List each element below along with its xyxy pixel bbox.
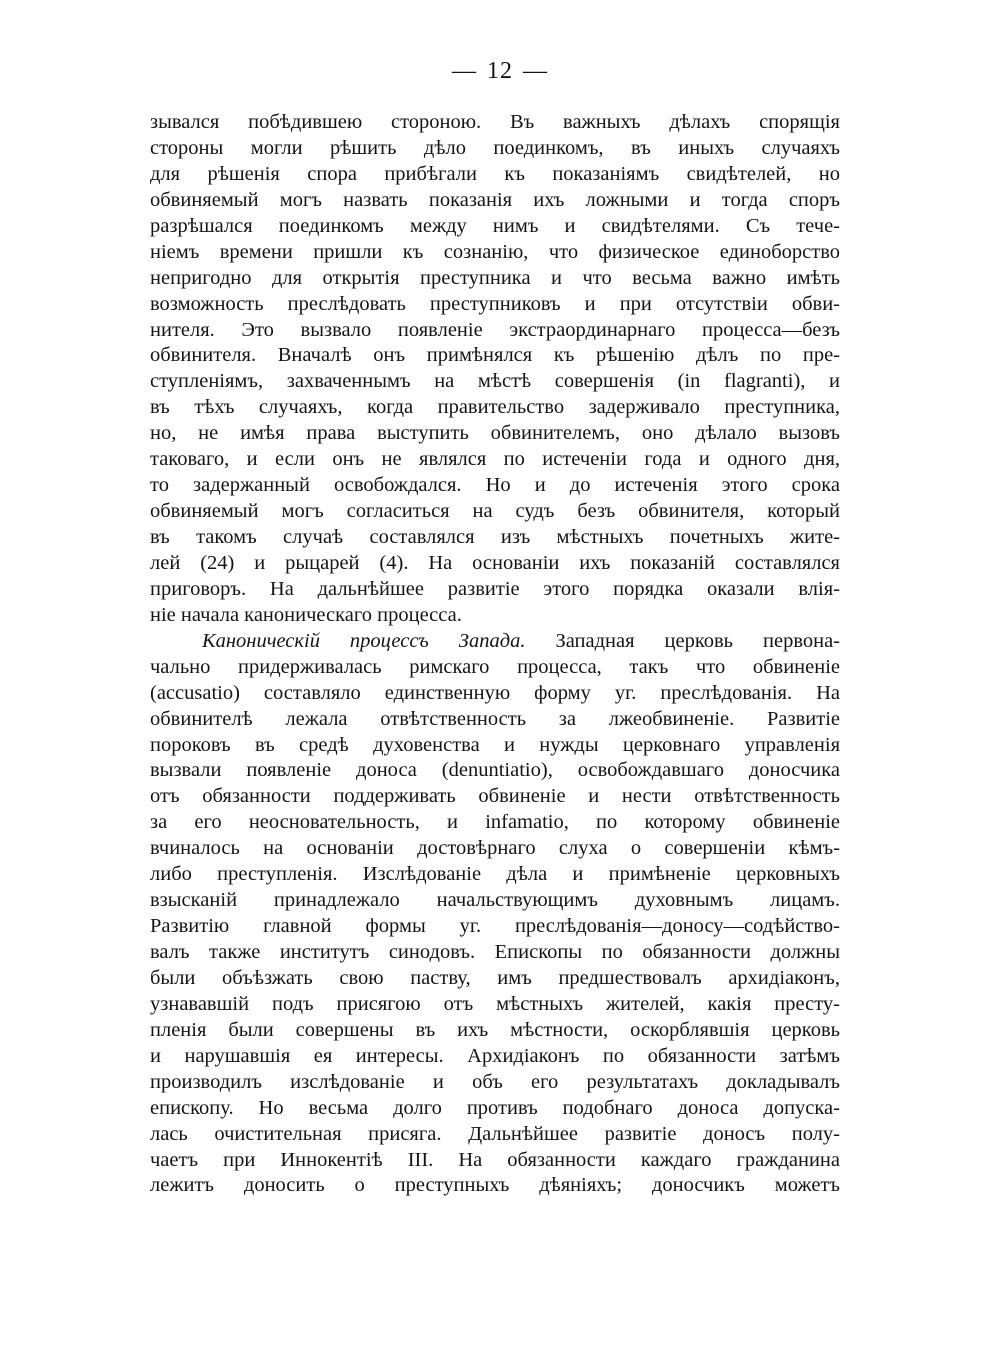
text-line: были объѣзжать свою паству, имъ предшествовалъ архидіаконъ, <box>150 966 840 989</box>
text-line: ступленіямъ, захваченнымъ на мѣстѣ совершенія (in flagranti), и <box>150 370 840 393</box>
page-number: 12 <box>487 58 513 84</box>
text-line: таковаго, и если онъ не являлся по истеченіи года и одного дня, <box>150 448 840 471</box>
text-line: въ такомъ случаѣ составлялся изъ мѣстныхъ почетныхъ жите- <box>150 526 840 548</box>
text-line: но, не имѣя права выступить обвинителемъ, оно дѣлало вызовъ <box>150 422 840 445</box>
paragraph-1 <box>150 110 840 629</box>
text-line: ніемъ времени пришли къ сознанію, что физическое единоборство <box>150 240 840 263</box>
header-dash-left: — <box>452 58 477 84</box>
text-line: епископу. Но весьма долго противъ подобнаго доноса допуска- <box>150 1096 840 1119</box>
body-text <box>150 110 840 1199</box>
text-line: пленія были совершены въ ихъ мѣстности, оскорблявшія церковь <box>150 1018 840 1041</box>
text-line: стороны могли рѣшить дѣло поединкомъ, въ иныхъ случаяхъ <box>150 136 840 159</box>
text-line: взысканій принадлежало начальствующимъ духовнымъ лицамъ. <box>150 889 840 912</box>
text-line: валъ также институтъ синодовъ. Епископы по обязанности должны <box>150 941 840 963</box>
section-heading: Каноническій процессъ Запада. <box>202 629 526 652</box>
text-fragment: Западная церковь первона- <box>555 629 840 652</box>
text-line: пороковъ въ средѣ духовенства и нужды церковнаго управленія <box>150 733 840 756</box>
text-line: обвиняемый могъ согласиться на судъ безъ обвинителя, который <box>150 500 840 523</box>
text-line: производилъ изслѣдованіе и объ его результатахъ докладывалъ <box>150 1070 840 1093</box>
text-line: возможность преслѣдовать преступниковъ и при отсутствіи обви- <box>150 292 840 315</box>
header-dash-right: — <box>523 58 548 84</box>
text-line: лей (24) и рыцарей (4). На основаніи ихъ показаній составлялся <box>150 551 840 574</box>
text-line: (accusatio) составляло единственную форму уг. преслѣдованія. На <box>150 681 840 704</box>
text-line: узнававшій подъ присягою отъ мѣстныхъ жителей, какія престу- <box>150 992 840 1015</box>
text-line: ніе начала каноническаго процесса. <box>150 603 462 626</box>
text-line: либо преступленія. Изслѣдованіе дѣла и примѣненіе церковныхъ <box>150 863 840 886</box>
text-line: непригодно для открытія преступника и что весьма важно имѣть <box>150 266 840 289</box>
text-line: за его неосновательность, и infamatio, по которому обвиненіе <box>150 811 840 834</box>
text-line: для рѣшенія спора прибѣгали къ показаніямъ свидѣтелей, но <box>150 162 840 185</box>
text-line: разрѣшался поединкомъ между нимъ и свидѣтелями. Съ тече- <box>150 214 840 237</box>
text-line: и нарушавшія ея интересы. Архидіаконъ по обязанности затѣмъ <box>150 1044 840 1067</box>
text-line: то задержанный освобождался. Но и до истеченія этого срока <box>150 474 840 497</box>
text-line: вчиналось на основаніи достовѣрнаго слуха о совершеніи кѣмъ- <box>150 837 840 860</box>
text-line: Развитію главной формы уг. преслѣдованія—доносу—содѣйство- <box>150 915 840 938</box>
text-line: обвинителя. Вначалѣ онъ примѣнялся къ рѣшенію дѣлъ по пре- <box>150 344 840 367</box>
text-line: лежитъ доносить о преступныхъ дѣяніяхъ; доносчикъ можетъ <box>150 1174 840 1197</box>
section-first-line <box>150 629 840 655</box>
text-line: вызвали появленіе доноса (denuntiatio), освобождавшаго доносчика <box>150 759 840 782</box>
text-line: чаетъ при Иннокентіѣ III. На обязанности каждаго гражданина <box>150 1148 840 1171</box>
text-line: нителя. Это вызвало появленіе экстраординарнаго процесса—безъ <box>150 318 840 341</box>
text-line: отъ обязанности поддерживать обвиненіе и нести отвѣтственность <box>150 785 840 808</box>
page-number-header <box>0 58 1000 85</box>
text-line: обвинителѣ лежала отвѣтственность за лжеобвиненіе. Развитіе <box>150 707 840 730</box>
text-line: зывался побѣдившею стороною. Въ важныхъ дѣлахъ спорящія <box>150 111 840 133</box>
paragraph-2 <box>150 629 840 1200</box>
text-line: приговоръ. На дальнѣйшее развитіе этого порядка оказали влія- <box>150 577 840 600</box>
text-line: лась очистительная присяга. Дальнѣйшее развитіе доносъ полу- <box>150 1122 840 1145</box>
text-line: чально придерживалась римскаго процесса, такъ что обвиненіе <box>150 655 840 678</box>
text-line: въ тѣхъ случаяхъ, когда правительство задерживало преступника, <box>150 396 840 419</box>
text-line: обвиняемый могъ назвать показанія ихъ ложными и тогда споръ <box>150 188 840 211</box>
